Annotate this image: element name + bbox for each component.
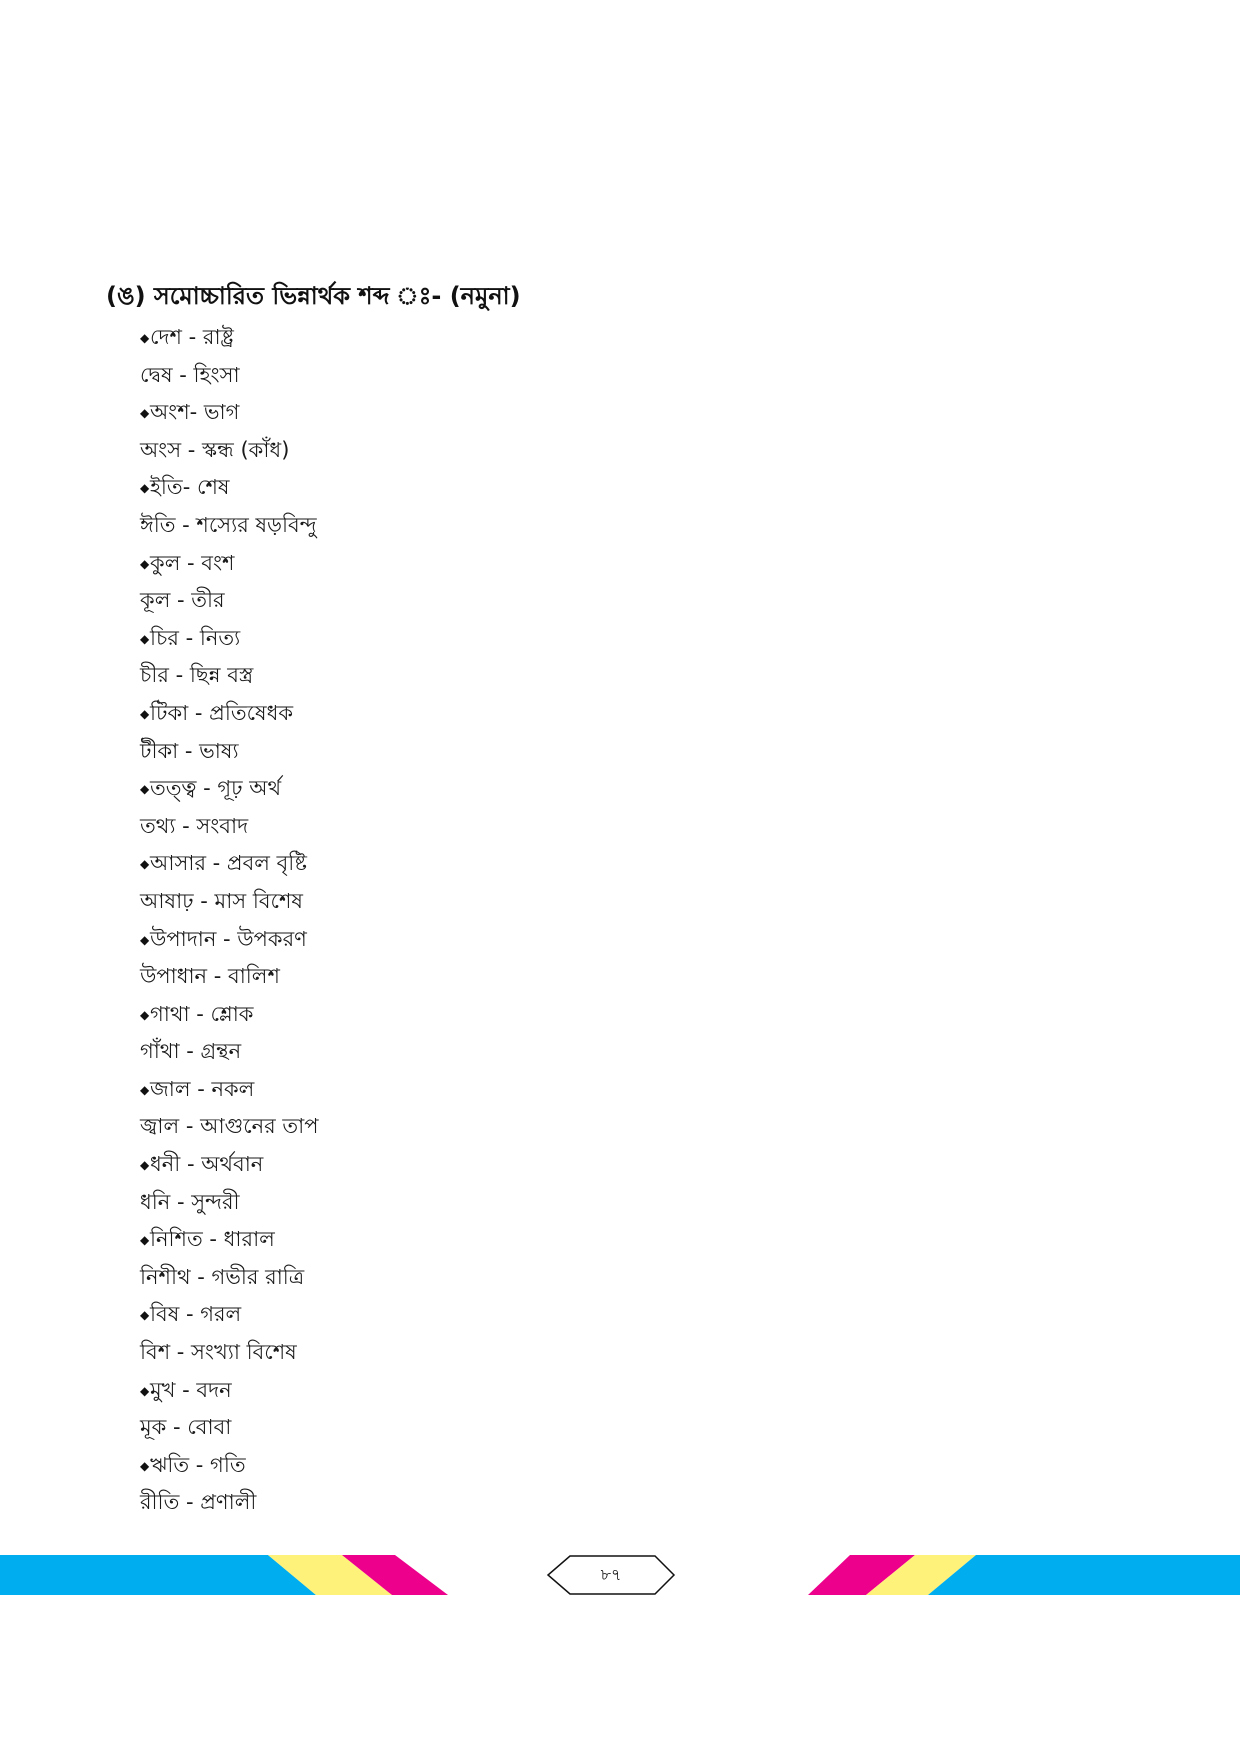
word-pair-second-text: টীকা - ভাষ্য — [140, 738, 239, 763]
diamond-bullet-icon: ◆ — [140, 1158, 150, 1173]
word-pair-second-text: বিশ - সংখ্যা বিশেষ — [140, 1340, 297, 1365]
word-pair-primary-line — [140, 1372, 740, 1410]
word-pair-second-text: ঈতি - শস্যের ষড়বিন্দু — [140, 512, 317, 537]
word-pair-first-text: উপাদান - উপকরণ — [150, 926, 307, 951]
word-pair-primary-line — [140, 319, 740, 357]
word-pair-primary-line — [140, 545, 740, 583]
word-pair-first-text: ঋতি - গতি — [150, 1452, 246, 1477]
diamond-bullet-icon: ◆ — [140, 1383, 150, 1398]
diamond-bullet-icon: ◆ — [140, 1082, 150, 1097]
word-pair-first-text: দেশ - রাষ্ট্র — [150, 325, 234, 349]
word-pair-first-text: কুল - বংশ — [150, 550, 235, 575]
word-pair-second-text: জ্বাল - আগুনের তাপ — [140, 1114, 319, 1139]
word-pair-primary-line — [140, 1296, 740, 1334]
word-pair — [140, 1221, 740, 1296]
word-pair-first-text: গাথা - শ্লোক — [150, 1001, 254, 1026]
diamond-bullet-icon: ◆ — [140, 1233, 150, 1248]
word-pair — [140, 770, 740, 845]
footer-left-cyan-stripe — [0, 1555, 316, 1595]
word-pair-second-text: গাঁথা - গ্রন্থন — [140, 1039, 242, 1064]
page-number: ৮৭ — [600, 1565, 622, 1584]
word-pair-primary-line — [140, 1146, 740, 1184]
word-pair-second-text: মূক - বোবা — [140, 1415, 232, 1440]
diamond-bullet-icon: ◆ — [140, 556, 150, 571]
word-pair — [140, 996, 740, 1071]
word-pair-primary-line — [140, 695, 740, 733]
word-pair — [140, 1372, 740, 1447]
word-pair-primary-line — [140, 1221, 740, 1259]
diamond-bullet-icon: ◆ — [140, 932, 150, 947]
word-pair-first-text: অংশ- ভাগ — [150, 400, 240, 425]
word-pair-second-text: আষাঢ় - মাস বিশেষ — [140, 888, 303, 913]
word-pair-second-text: অংস - স্কন্ধ (কাঁধ) — [140, 437, 290, 462]
word-pair-second-text: নিশীথ - গভীর রাত্রি — [140, 1264, 305, 1289]
word-pair — [140, 1146, 740, 1221]
section-heading: (ঙ) সমোচ্চারিত ভিন্নার্থক শব্দ ঃ- (নমুনা) — [106, 282, 521, 310]
word-pair-second-text: কূল - তীর — [140, 588, 225, 613]
word-pair-primary-line — [140, 996, 740, 1034]
diamond-bullet-icon: ◆ — [140, 406, 150, 421]
word-pair-first-text: ইতি- শেষ — [150, 475, 230, 500]
diamond-bullet-icon: ◆ — [140, 481, 150, 496]
word-pair-list — [140, 319, 740, 1522]
diamond-bullet-icon: ◆ — [140, 331, 150, 345]
word-pair — [140, 394, 740, 469]
word-pair-first-text: জাল - নকল — [150, 1076, 255, 1101]
word-pair — [140, 1071, 740, 1146]
word-pair — [140, 845, 740, 920]
word-pair-primary-line — [140, 620, 740, 658]
word-pair-second-text: দ্বেষ - হিংসা — [140, 362, 240, 387]
word-pair-second-text: ধনি - সুন্দরী — [140, 1189, 240, 1214]
word-pair-first-text: মুখ - বদন — [150, 1377, 232, 1402]
diamond-bullet-icon: ◆ — [140, 1458, 150, 1473]
diamond-bullet-icon: ◆ — [140, 1308, 150, 1323]
word-pair-primary-line — [140, 770, 740, 808]
word-pair-first-text: টিকা - প্রতিষেধক — [150, 700, 294, 725]
word-pair-first-text: তত্ত্ব - গূঢ় অর্থ — [150, 776, 282, 801]
word-pair-first-text: বিষ - গরল — [150, 1302, 242, 1327]
word-pair — [140, 469, 740, 544]
word-pair-primary-line — [140, 845, 740, 883]
word-pair-second-text: উপাধান - বালিশ — [140, 964, 280, 989]
word-pair — [140, 319, 740, 394]
word-pair — [140, 1447, 740, 1522]
word-pair-primary-line — [140, 1447, 740, 1485]
word-pair — [140, 620, 740, 695]
diamond-bullet-icon: ◆ — [140, 706, 150, 721]
footer-right-cyan-stripe — [928, 1555, 1240, 1595]
word-pair-first-text: নিশিত - ধারাল — [150, 1227, 275, 1252]
diamond-bullet-icon: ◆ — [140, 857, 150, 872]
word-pair-first-text: ধনী - অর্থবান — [150, 1152, 264, 1177]
word-pair-second-text: রীতি - প্রণালী — [140, 1490, 257, 1515]
word-pair-primary-line — [140, 469, 740, 507]
diamond-bullet-icon: ◆ — [140, 782, 150, 797]
diamond-bullet-icon: ◆ — [140, 1007, 150, 1022]
diamond-bullet-icon: ◆ — [140, 631, 150, 646]
word-pair — [140, 695, 740, 770]
word-pair-primary-line — [140, 1071, 740, 1109]
word-pair-primary-line — [140, 394, 740, 432]
word-pair-first-text: আসার - প্রবল বৃষ্টি — [150, 851, 307, 876]
word-pair-second-text: চীর - ছিন্ন বস্ত্র — [140, 663, 254, 688]
word-pair-second-text: তথ্য - সংবাদ — [140, 813, 249, 838]
word-pair-first-text: চির - নিত্য — [150, 625, 241, 650]
word-pair — [140, 1296, 740, 1371]
word-pair-primary-line — [140, 921, 740, 959]
word-pair — [140, 921, 740, 996]
word-pair — [140, 545, 740, 620]
